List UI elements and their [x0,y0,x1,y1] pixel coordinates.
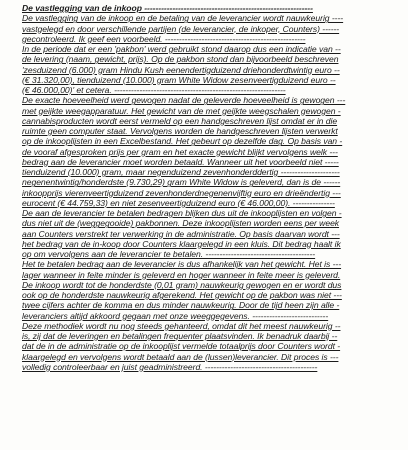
paragraph-line: Deze methodiek wordt nu nog steeds gehanteerd, omdat dit het meest nauwkeurig -- [22,320,341,331]
paragraph-line: aan Counters verstrekt ter verwerking in de administratie. Op basis daarvan wordt --- [22,228,340,239]
paragraph-line: ook op de honderdste nauwkeurig afgerekend. Het gewicht op de pakbon was niet --- [22,290,342,300]
paragraph-line: lager wanneer in feite minder is geleverd en hoger wanneer in feite meer is geleverd. [22,269,341,280]
document-title: De vastlegging van de inkoop ------------------------------------------------------------ [22,3,313,13]
paragraph-line: dat de in de administratie op de inkooplijst vermelde totaalprijs door Counters wordt - [22,341,341,352]
paragraph-line: tienduizend (10.000) gram, maar negenduizend zevenhonderddertig --------------------- [22,167,340,177]
paragraph-line: (€ 31.320,00), tienduizend (10.000) gram White Widow zesenveertigduizend euro -- [22,74,336,85]
paragraph-line: volledig controleerbaar en juist geadministreerd. ---------------------------------------- [22,361,318,372]
paragraph-line: vastgelegd en door verschillende partijen (de leverancier, de inkoper, Counters) ------ [22,23,340,34]
paragraph-line: Het te betalen bedrag aan de leverancier is dus afhankelijk van het gewicht. Het is --- [22,259,342,270]
paragraph-line: gecontroleerd. Ik geef een voorbeeld. -------------------------------------------------- [22,33,306,44]
paragraph-line: de levering (naam, gewicht, prijs). Op de pakbon stond dan bijvoorbeeld beschreven [22,54,339,65]
paragraph-line: 'zesduizend (6.000) gram Hindu Kush eenendertigduizend driehonderdtwintig euro -- [22,64,340,75]
paragraph-line: negenentwintig/honderdste (9.730,29) gram White Widow is geleverd, dan is de ------ [22,177,341,188]
paragraph-line: ruimte geen computer staat. Vervolgens worden de handgeschreven lijsten verwerkt [22,126,338,136]
paragraph-line: het bedrag van de in-koop door Counters klaargelegd in een kluis. Dit bedrag haalt ik [22,238,341,249]
paragraph-line: De vastlegging van de inkoop en de betaling van de leverancier wordt nauwkeurig ---- [22,13,344,24]
paragraph-line: de vooraf afgesproken prijs per gram en het exacte gewicht blijkt vervolgens welk --- [22,146,338,157]
paragraph-line: De aan de leverancier te betalen bedragen blijken dus uit de inkooplijsten en volgen - [22,208,342,218]
paragraph-line: (€ 46.000,00)' et cetera. ------------------------------------------------------------- [22,85,286,95]
paragraph-line: leveranciers altijd akkoord gegaan met onze weeggegevens. --------------------------- [22,310,329,321]
paragraph-line: twee cijfers achter de komma en dus minder nauwkeurig. Door de tijd heen zijn alle - [22,300,340,311]
paragraph-line: eurocent (€ 44.759,33) en niet zesenveertigduizend euro (€ 46.000,00). --------------- [22,197,335,208]
paragraph-line: is, zij dat de leveringen en betalingen frequenter plaatsvinden. Ik benadruk daarbij -- [22,331,338,341]
paragraph-line: inkoopprijs vierenveertigduizend zevenhonderdnegenenvijftig euro en drieëndertig --- [22,187,341,198]
paragraph-line: bedrag aan de leverancier moet worden betaald. Wanneer uit het voorbeeld niet ----- [22,156,339,167]
paragraph-line: In de periode dat er een 'pakbon' werd gebruikt stond daarop dus een indicatie van -- [22,44,341,54]
paragraph-line: dus niet uit de (weggegooide) pakbonnen. Deze inkooplijsten worden eens per week [22,218,340,229]
paragraph-line: De inkoop wordt tot de honderdste (0,01 gram) nauwkeurig gewogen en er wordt dus [22,279,342,290]
paragraph-line: op de inkooplijsten in een Excelbestand. Het gebeurt op dezelfde dag. Op basis van - [22,136,343,147]
paragraph-line: cannabisproducten wordt eerst vermeld op een handgeschreven lijst omdat er in die [22,115,338,126]
paragraph-line: met geijkte weegapparatuur. Het gewicht van de met geijkte weegschalen gewogen - [22,105,341,116]
paragraph-line: klaargelegd en vervolgens wordt betaald aan de (lussen)leverancier. Dit proces is --- [22,351,339,362]
paragraph-line: De exacte hoeveelheid werd gewogen nadat de geleverde hoeveelheid is gewogen --- [22,95,346,106]
paragraph-line: op om vervolgens aan de leverancier te betalen. --------------------------------------- [22,249,316,259]
